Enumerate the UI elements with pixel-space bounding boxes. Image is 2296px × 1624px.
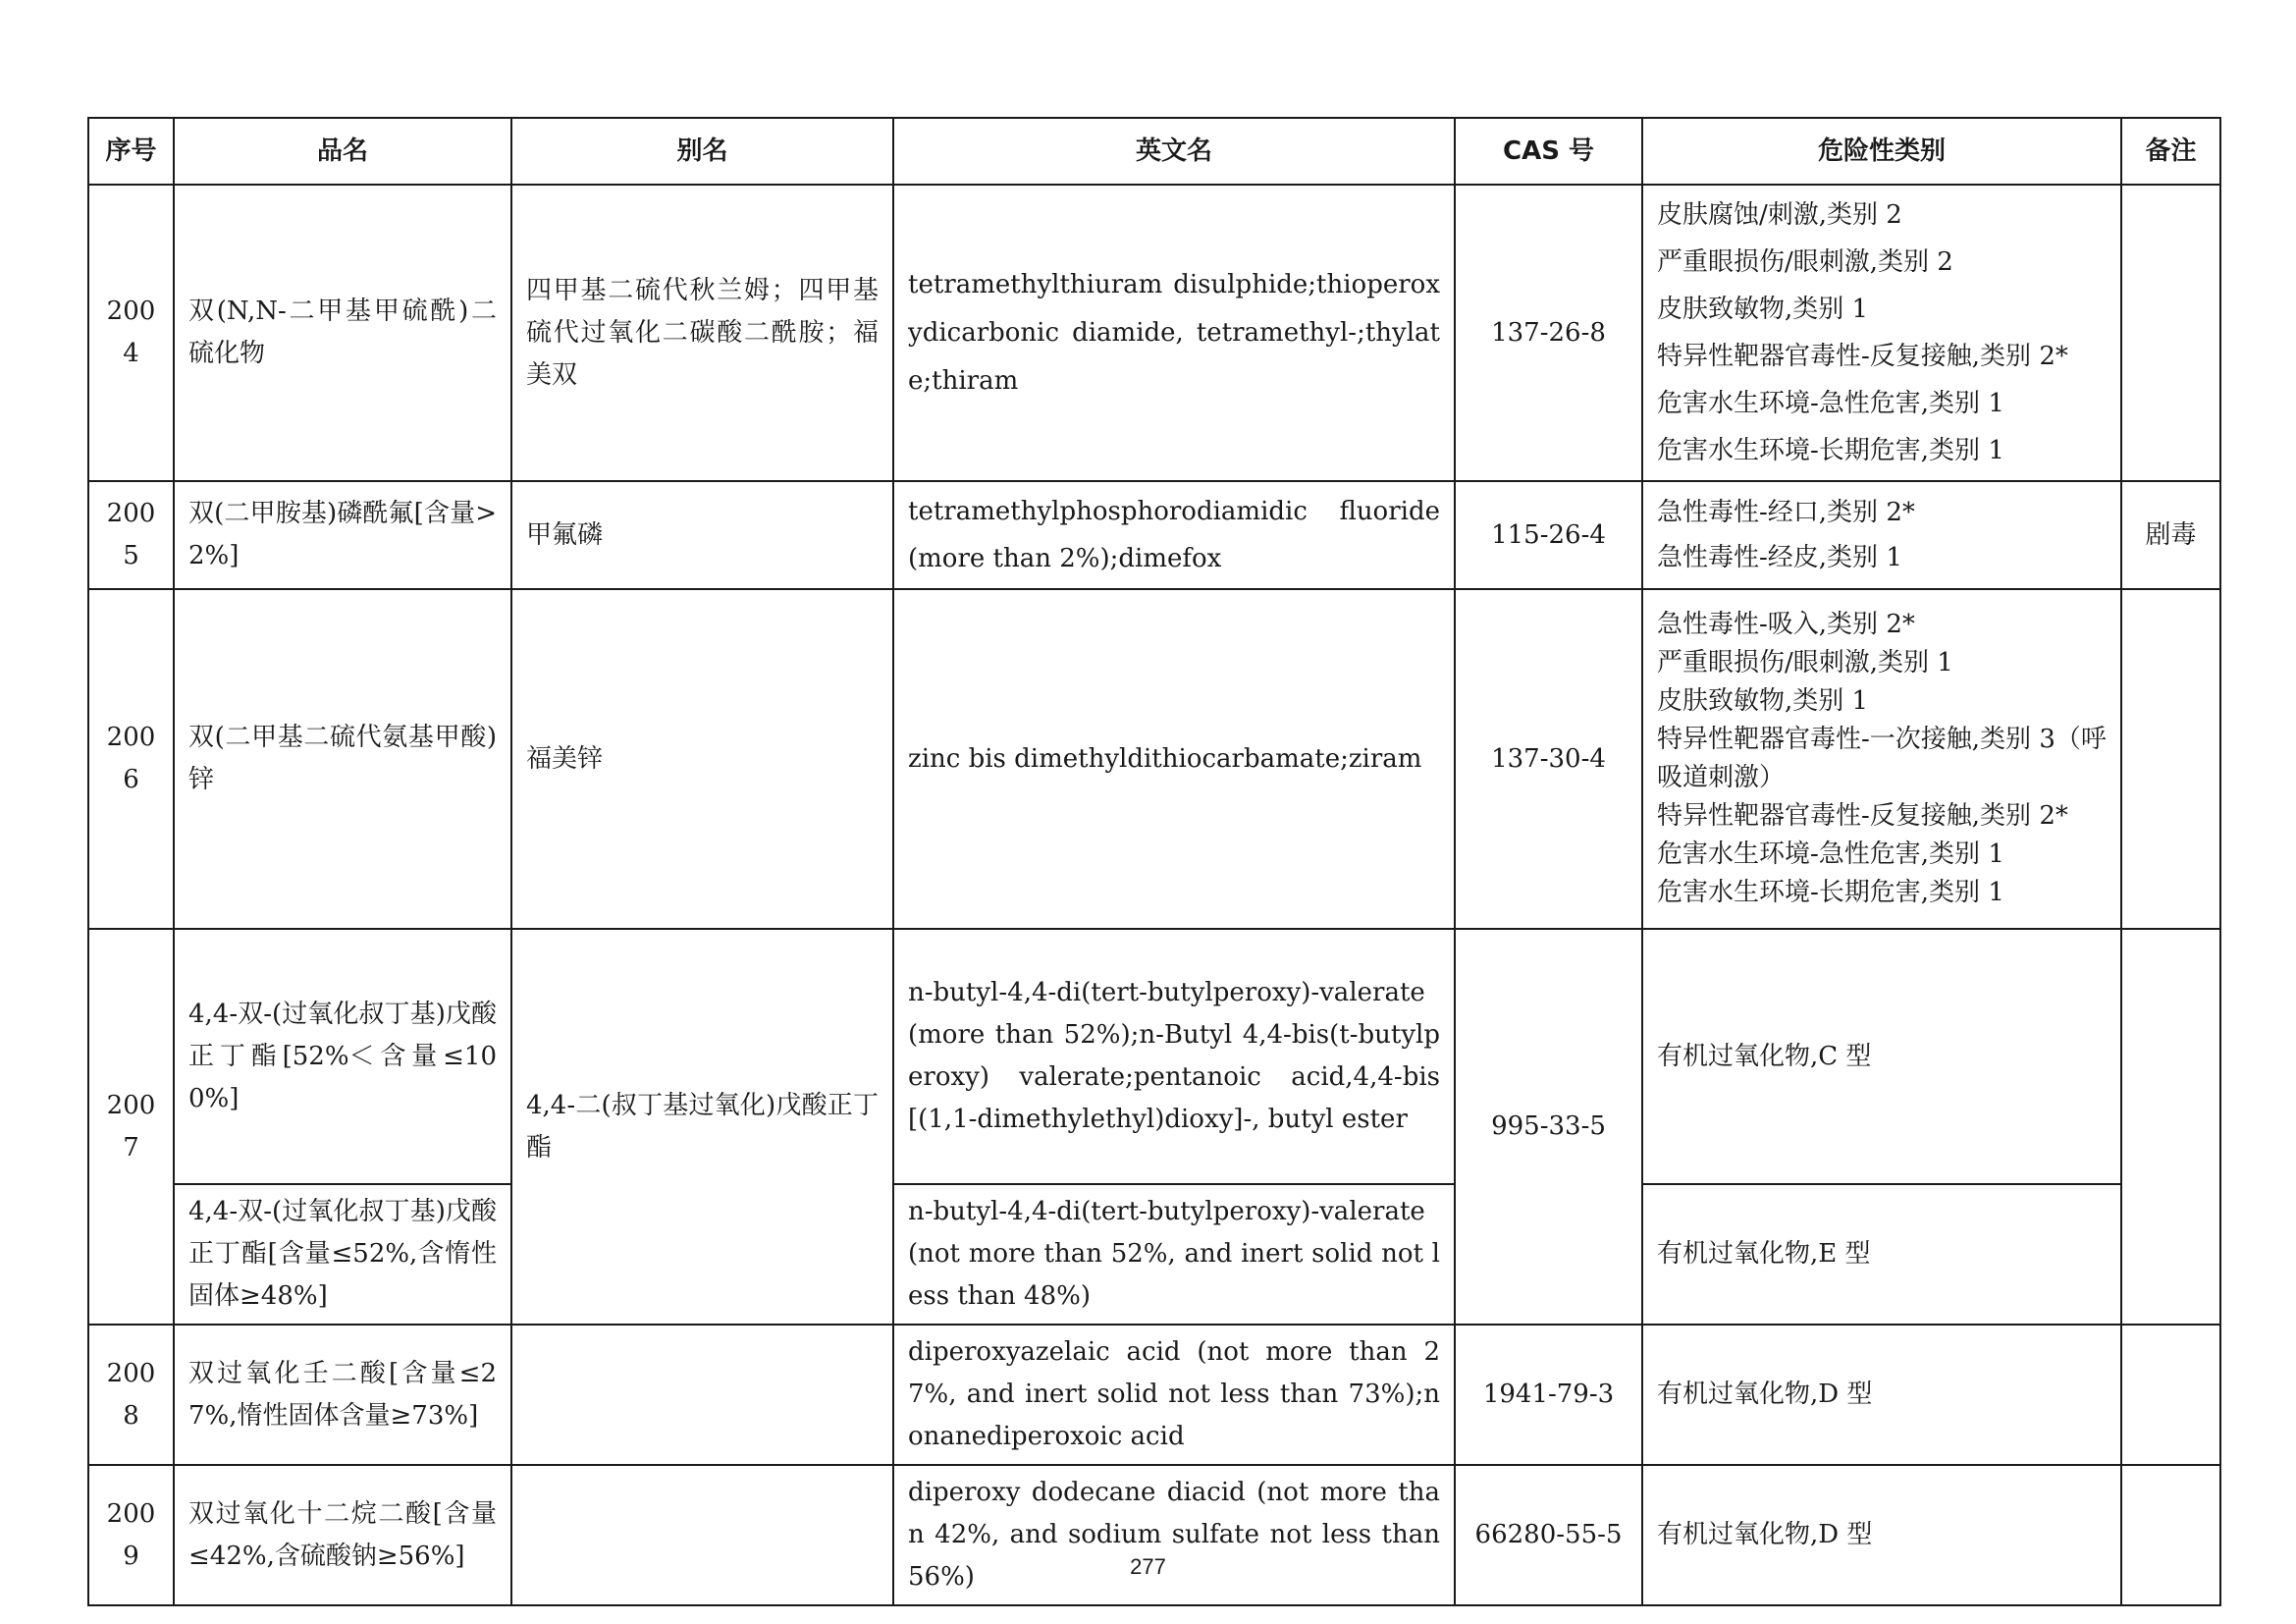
header-english: 英文名 bbox=[893, 118, 1455, 185]
chemical-table bbox=[87, 117, 2221, 1606]
hazard-line: 皮肤腐蚀/刺激,类别 2 bbox=[1657, 200, 1902, 230]
alias-cell: 福美锌 bbox=[511, 589, 893, 929]
english-cell: tetramethylthiuram disulphide;thioperoxydicarbonic diamide, tetramethyl-;thylate;thiram bbox=[893, 185, 1455, 481]
seq-cell: 2006 bbox=[88, 589, 174, 929]
name-cell: 双过氧化十二烷二酸[含量≤42%,含硫酸钠≥56%] bbox=[174, 1465, 511, 1605]
hazard-line: 危害水生环境-长期危害,类别 1 bbox=[1657, 436, 2004, 465]
alias-cell: 四甲基二硫代秋兰姆；四甲基硫代过氧化二碳酸二酰胺；福美双 bbox=[511, 185, 893, 481]
header-row bbox=[88, 118, 2220, 185]
cas-cell: 66280-55-5 bbox=[1455, 1465, 1642, 1605]
table-row bbox=[88, 1325, 2220, 1465]
name-cell: 双过氧化壬二酸[含量≤27%,惰性固体含量≥73%] bbox=[174, 1325, 511, 1465]
header-alias: 别名 bbox=[511, 118, 893, 185]
name-cell: 双(二甲基二硫代氨基甲酸)锌 bbox=[174, 589, 511, 929]
hazard-cell: 有机过氧化物,C 型 bbox=[1642, 929, 2121, 1184]
name-cell: 双(N,N-二甲基甲硫酰)二硫化物 bbox=[174, 185, 511, 481]
english-cell: diperoxyazelaic acid (not more than 27%, and inert solid not less than 73%);nonanediperoxoic acid bbox=[893, 1325, 1455, 1465]
alias-cell: 4,4-二(叔丁基过氧化)戊酸正丁酯 bbox=[511, 929, 893, 1325]
hazard-line: 急性毒性-经皮,类别 1 bbox=[1657, 543, 1902, 572]
hazard-cell: 有机过氧化物,D 型 bbox=[1642, 1465, 2121, 1605]
table-row bbox=[88, 481, 2220, 589]
remark-cell bbox=[2121, 1465, 2220, 1605]
english-cell: n-butyl-4,4-di(tert-butylperoxy)-valerate (not more than 52%, and inert solid not less than 48%) bbox=[893, 1184, 1455, 1325]
cas-cell: 1941-79-3 bbox=[1455, 1325, 1642, 1465]
hazard-line: 危害水生环境-急性危害,类别 1 bbox=[1657, 839, 2004, 869]
hazard-line: 危害水生环境-急性危害,类别 1 bbox=[1657, 389, 2004, 418]
hazard-line: 急性毒性-经口,类别 2* bbox=[1657, 498, 1915, 527]
table-row bbox=[88, 1184, 2220, 1325]
seq-cell: 2005 bbox=[88, 481, 174, 589]
header-name: 品名 bbox=[174, 118, 511, 185]
hazard-line: 皮肤致敏物,类别 1 bbox=[1657, 295, 1869, 324]
hazard-line: 严重眼损伤/眼刺激,类别 1 bbox=[1657, 648, 1953, 677]
hazard-line: 特异性靶器官毒性-反复接触,类别 2* bbox=[1657, 342, 2068, 371]
header-cas: CAS 号 bbox=[1455, 118, 1642, 185]
hazard-cell: 有机过氧化物,D 型 bbox=[1642, 1325, 2121, 1465]
cas-cell: 995-33-5 bbox=[1455, 929, 1642, 1325]
seq-cell: 2008 bbox=[88, 1325, 174, 1465]
hazard-cell: 有机过氧化物,E 型 bbox=[1642, 1184, 2121, 1325]
alias-cell: 甲氟磷 bbox=[511, 481, 893, 589]
hazard-cell bbox=[1642, 589, 2121, 929]
table-row bbox=[88, 1465, 2220, 1605]
page-number: 277 bbox=[1130, 1554, 1166, 1579]
seq-cell: 2004 bbox=[88, 185, 174, 481]
hazard-line: 特异性靶器官毒性-一次接触,类别 3（呼吸道刺激） bbox=[1657, 725, 2107, 792]
hazard-line: 危害水生环境-长期危害,类别 1 bbox=[1657, 878, 2004, 907]
name-cell: 4,4-双-(过氧化叔丁基)戊酸正丁酯[含量≤52%,含惰性固体≥48%] bbox=[174, 1184, 511, 1325]
english-cell: n-butyl-4,4-di(tert-butylperoxy)-valerate(more than 52%);n-Butyl 4,4-bis(t-butylperoxy) valerate;pentanoic acid,4,4-bis[(1,1-dimethylethyl)dioxy]-, butyl ester bbox=[893, 929, 1455, 1184]
seq-cell: 2009 bbox=[88, 1465, 174, 1605]
header-remark: 备注 bbox=[2121, 118, 2220, 185]
alias-cell bbox=[511, 1325, 893, 1465]
hazard-line: 急性毒性-吸入,类别 2* bbox=[1657, 610, 1915, 639]
cas-cell: 137-30-4 bbox=[1455, 589, 1642, 929]
hazard-cell bbox=[1642, 185, 2121, 481]
hazard-line: 严重眼损伤/眼刺激,类别 2 bbox=[1657, 247, 1953, 277]
name-cell: 双(二甲胺基)磷酰氟[含量>2%] bbox=[174, 481, 511, 589]
seq-cell: 2007 bbox=[88, 929, 174, 1325]
remark-cell bbox=[2121, 929, 2220, 1325]
table-row bbox=[88, 929, 2220, 1184]
cas-cell: 115-26-4 bbox=[1455, 481, 1642, 589]
alias-cell bbox=[511, 1465, 893, 1605]
hazard-line: 皮肤致敏物,类别 1 bbox=[1657, 686, 1869, 716]
remark-cell bbox=[2121, 185, 2220, 481]
name-cell: 4,4-双-(过氧化叔丁基)戊酸正丁酯[52%＜含量≤100%] bbox=[174, 929, 511, 1184]
english-cell: diperoxy dodecane diacid (not more than 42%, and sodium sulfate not less than 56%) bbox=[893, 1465, 1455, 1605]
hazard-cell bbox=[1642, 481, 2121, 589]
table-row bbox=[88, 185, 2220, 481]
cas-cell: 137-26-8 bbox=[1455, 185, 1642, 481]
english-cell: zinc bis dimethyldithiocarbamate;ziram bbox=[893, 589, 1455, 929]
table-row bbox=[88, 589, 2220, 929]
remark-cell bbox=[2121, 589, 2220, 929]
remark-cell bbox=[2121, 1325, 2220, 1465]
header-seq: 序号 bbox=[88, 118, 174, 185]
remark-cell: 剧毒 bbox=[2121, 481, 2220, 589]
header-hazard: 危险性类别 bbox=[1642, 118, 2121, 185]
hazard-line: 特异性靶器官毒性-反复接触,类别 2* bbox=[1657, 801, 2068, 831]
english-cell: tetramethylphosphorodiamidic fluoride(more than 2%);dimefox bbox=[893, 481, 1455, 589]
